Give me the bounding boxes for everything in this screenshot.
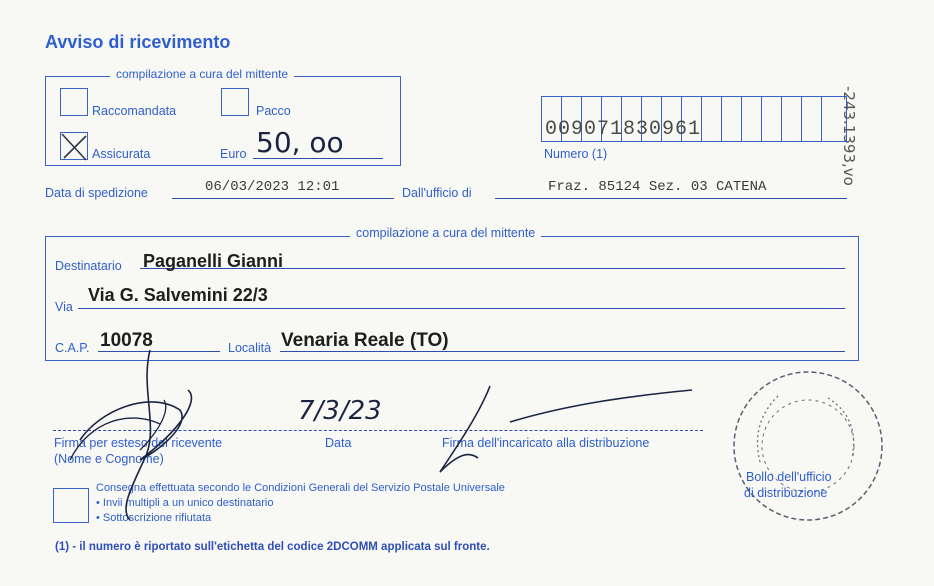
data-label: Data bbox=[325, 436, 352, 450]
via-label: Via bbox=[55, 300, 73, 314]
office-label: Dall'ufficio di bbox=[402, 186, 472, 200]
pacco-checkbox[interactable] bbox=[221, 88, 249, 116]
office-line bbox=[495, 198, 847, 199]
postmark-stamp bbox=[720, 362, 894, 532]
cap-label: C.A.P. bbox=[55, 341, 90, 355]
via-line bbox=[78, 308, 845, 309]
raccomandata-label: Raccomandata bbox=[92, 104, 177, 118]
numero-label: Numero (1) bbox=[544, 147, 608, 161]
consegna-text: Consegna effettuata secondo le Condizioni Generali del Servizio Postale Universale bbox=[96, 482, 505, 494]
pacco-label: Pacco bbox=[256, 104, 291, 118]
localita-value: Venaria Reale (TO) bbox=[281, 330, 449, 351]
office-value: Fraz. 85124 Sez. 03 CATENA bbox=[548, 179, 767, 195]
firma-label-2: (Nome e Cognome) bbox=[54, 452, 164, 466]
recipient-signature bbox=[60, 350, 260, 530]
raccomandata-checkbox[interactable] bbox=[60, 88, 88, 116]
bollo-label-1: Bollo dell'ufficio bbox=[746, 470, 832, 484]
consegna-item-1: • Invii multipli a un unico destinatario bbox=[96, 497, 274, 509]
spedizione-date-line bbox=[172, 198, 394, 199]
spedizione-date-label: Data di spedizione bbox=[45, 186, 148, 200]
cap-value: 10078 bbox=[100, 330, 153, 351]
destinatario-value: Paganelli Gianni bbox=[143, 251, 284, 271]
euro-value: 50, oo bbox=[256, 126, 344, 159]
recipient-legend: compilazione a cura del mittente bbox=[350, 226, 541, 240]
bollo-label-2: di distribuzione bbox=[744, 486, 828, 500]
euro-label: Euro bbox=[220, 147, 247, 161]
localita-label: Località bbox=[228, 341, 272, 355]
incaricato-signature bbox=[430, 382, 700, 482]
firma-label-1: Firma per esteso del ricevente bbox=[54, 436, 223, 450]
destinatario-label: Destinatario bbox=[55, 259, 122, 273]
data-value: 7/3/23 bbox=[298, 396, 382, 426]
assicurata-label: Assicurata bbox=[92, 147, 151, 161]
check-x-icon bbox=[56, 128, 92, 164]
consegna-item-2: • Sottoscrizione rifiutata bbox=[96, 512, 212, 524]
via-value: Via G. Salvemini 22/3 bbox=[88, 285, 268, 305]
sender-legend: compilazione a cura del mittente bbox=[110, 67, 294, 81]
form-title: Avviso di ricevimento bbox=[45, 32, 231, 52]
footnote: (1) - il numero è riportato sull'etichetta del codice 2DCOMM applicata sul fronte. bbox=[55, 541, 490, 553]
spedizione-date-value: 06/03/2023 12:01 bbox=[205, 179, 340, 195]
incaricato-label: Firma dell'incaricato alla distribuzione bbox=[442, 436, 650, 450]
numero-value: 009071830961 bbox=[545, 118, 702, 141]
side-note: -243.1393,vo bbox=[840, 86, 858, 186]
